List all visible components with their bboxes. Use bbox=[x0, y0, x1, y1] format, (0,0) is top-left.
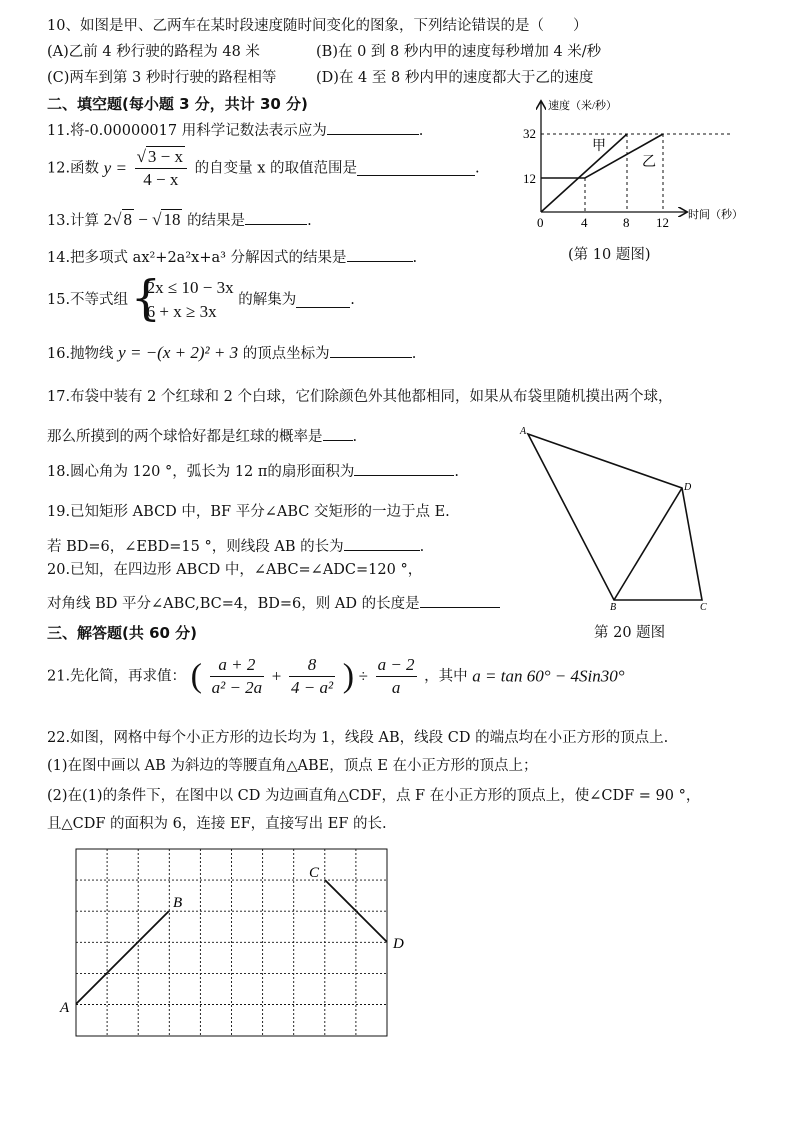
q13-answer-blank[interactable] bbox=[245, 210, 307, 225]
q22-line-3: (2)在(1)的条件下，在图中以 CD 为边画直角△CDF，点 F 在小正方形的顶点上，使∠CDF = 90 °， bbox=[47, 788, 701, 804]
fig20-outline bbox=[528, 434, 702, 600]
q13-suffix: 的结果是 bbox=[187, 213, 246, 229]
q14-end: . bbox=[412, 250, 418, 266]
q13 bbox=[47, 210, 312, 231]
q17-line-2 bbox=[47, 426, 357, 447]
q15-end: . bbox=[350, 292, 355, 308]
q18 bbox=[47, 461, 459, 482]
q20-line-1: 20.已知，在四边形 ABCD 中，∠ABC=∠ADC=120 °， bbox=[47, 562, 423, 578]
q10-option-a: (A)乙前 4 秒行驶的路程为 48 米 bbox=[47, 44, 260, 60]
fig20-label-b: B bbox=[610, 602, 617, 613]
q18-answer-blank[interactable] bbox=[354, 461, 454, 476]
q18-end: . bbox=[454, 464, 460, 480]
fig20-label-a: A bbox=[520, 426, 527, 437]
fig10-xtick-8: 8 bbox=[623, 215, 630, 230]
q11 bbox=[47, 120, 423, 141]
q21-plus: + bbox=[271, 666, 282, 686]
q22-grid-figure bbox=[56, 842, 416, 1048]
fig20-label-d: D bbox=[684, 482, 692, 493]
q22-segment-ab bbox=[76, 911, 169, 1004]
q12 bbox=[47, 146, 480, 191]
q12-answer-blank[interactable] bbox=[357, 161, 475, 176]
q21-condition: a = tan 60° − 4Sin30° bbox=[472, 666, 625, 686]
q18-text: 18.圆心角为 120 °，弧长为 12 π的扇形面积为 bbox=[47, 464, 355, 480]
q20-answer-blank[interactable] bbox=[420, 593, 500, 608]
q10-option-c: (C)两车到第 3 秒时行驶的路程相等 bbox=[47, 70, 277, 86]
q20-line-2 bbox=[47, 593, 500, 614]
fig10-y-label: 速度（米/秒） bbox=[548, 100, 618, 112]
q16-suffix: 的顶点坐标为 bbox=[242, 346, 330, 362]
q17-text: 那么所摸到的两个球恰好都是红球的概率是 bbox=[47, 429, 323, 445]
fig10-caption: (第 10 题图) bbox=[568, 247, 651, 263]
q22-line-4: 且△CDF 的面积为 6，连接 EF，直接写出 EF 的长. bbox=[47, 816, 387, 832]
q19-text: 若 BD=6，∠EBD=15 °，则线段 AB 的长为 bbox=[47, 539, 344, 555]
fig10-line-jia bbox=[541, 134, 627, 212]
fig10-speed-time-graph bbox=[520, 96, 770, 256]
q11-answer-blank[interactable] bbox=[327, 120, 419, 135]
q21-fraction-2: $\frac{8}{\text{4 − a²}}$ bbox=[291, 655, 334, 697]
q21-fraction-3: $\frac{a - 2}{a}$ bbox=[377, 655, 415, 697]
q19-end: . bbox=[419, 539, 425, 555]
q17-line-1: 17.布袋中装有 2 个红球和 2 个白球，它们除颜色外其他都相同，如果从布袋里随机摸出两个球， bbox=[47, 389, 673, 405]
q13-prefix: 13.计算 bbox=[47, 213, 100, 229]
q21-mid: ，其中 bbox=[424, 668, 468, 685]
q21-right-paren: ) bbox=[342, 657, 355, 695]
q16-prefix: 16.抛物线 bbox=[47, 346, 114, 362]
q22-label-c: C bbox=[309, 865, 320, 881]
q21-prefix: 21.先化简，再求值： bbox=[47, 668, 187, 685]
q22-label-a: A bbox=[60, 1000, 70, 1016]
q12-suffix: 的自变量 x 的取值范围是 bbox=[194, 160, 358, 177]
q17-end: . bbox=[352, 429, 358, 445]
q16 bbox=[47, 343, 416, 364]
q12-denominator: 4 − x bbox=[143, 170, 179, 189]
q17-answer-blank[interactable] bbox=[323, 426, 353, 441]
q14-answer-blank[interactable] bbox=[347, 247, 413, 262]
fig10-xtick-12: 12 bbox=[656, 215, 669, 230]
q20-text: 对角线 BD 平分∠ABC,BC=4，BD=6，则 AD 的长度是 bbox=[47, 596, 420, 612]
q12-y: y = bbox=[103, 158, 127, 178]
q10-option-d: (D)在 4 至 8 秒内甲的速度都大于乙的速度 bbox=[316, 70, 594, 86]
fig10-label-jia: 甲 bbox=[592, 139, 606, 154]
q22-grid-lines bbox=[76, 849, 387, 1036]
q15-answer-blank[interactable] bbox=[296, 293, 350, 308]
q19-answer-blank[interactable] bbox=[344, 536, 420, 551]
q12-numerator: √ 3 − x bbox=[135, 146, 187, 169]
q14 bbox=[47, 247, 417, 268]
q15 bbox=[47, 276, 355, 324]
q12-prefix: 12.函数 bbox=[47, 160, 100, 177]
q14-text: 14.把多项式 ax²+2a²x+a³ 分解因式的结果是 bbox=[47, 250, 347, 266]
q11-end: . bbox=[418, 123, 424, 139]
q13-end: . bbox=[307, 213, 312, 229]
q22-line-2: (1)在图中画以 AB 为斜边的等腰直角△ABE，顶点 E 在小正方形的顶点上； bbox=[47, 758, 538, 774]
q19-line-2 bbox=[47, 536, 424, 557]
fig10-xtick-0: 0 bbox=[537, 215, 544, 230]
q10-stem: 10、如图是甲、乙两车在某时段速度随时间变化的图象，下列结论错误的是（ ） bbox=[47, 18, 588, 34]
section-3-heading: 三、解答题(共 60 分) bbox=[47, 624, 198, 642]
fig10-ytick-32: 32 bbox=[523, 126, 536, 141]
q13-expression: 2√ 8 − √ 18 bbox=[103, 210, 181, 229]
q19-line-1: 19.已知矩形 ABCD 中，BF 平分∠ABC 交矩形的一边于点 E. bbox=[47, 504, 450, 520]
q22-line-1: 22.如图，网格中每个小正方形的边长均为 1，线段 AB，线段 CD 的端点均在小正方形的顶点上. bbox=[47, 730, 669, 746]
q12-end: . bbox=[475, 160, 480, 177]
q15-system bbox=[133, 276, 234, 324]
fig20-quadrilateral bbox=[514, 424, 714, 614]
q21-divide: ÷ bbox=[358, 666, 368, 686]
section-2-heading: 二、填空题(每小题 3 分，共计 30 分) bbox=[47, 95, 308, 113]
q22-label-b: B bbox=[173, 895, 183, 911]
q16-expression: y = −(x + 2)² + 3 bbox=[118, 343, 239, 362]
q15-prefix: 15.不等式组 bbox=[47, 292, 129, 308]
fig10-ytick-12: 12 bbox=[523, 171, 536, 186]
fig20-label-c: C bbox=[700, 602, 707, 613]
q22-label-d: D bbox=[393, 936, 404, 952]
fig10-x-label: 时间（秒） bbox=[688, 209, 743, 221]
q10-option-b: (B)在 0 到 8 秒内甲的速度每秒增加 4 米/秒 bbox=[316, 44, 602, 60]
q12-fraction bbox=[135, 146, 187, 191]
fig20-diagonal-bd bbox=[614, 488, 682, 600]
q16-answer-blank[interactable] bbox=[330, 343, 412, 358]
q21-fraction-1: $\frac{a + 2}{\text{a² − 2a}}$ bbox=[211, 655, 263, 697]
fig10-xtick-4: 4 bbox=[581, 215, 588, 230]
fig20-caption: 第 20 题图 bbox=[594, 625, 666, 641]
q11-text: 11.将-0.00000017 用科学记数法表示应为 bbox=[47, 123, 327, 139]
q16-end: . bbox=[411, 346, 417, 362]
q15-ineq-1: { 2x ≤ 10 − 3x bbox=[146, 278, 234, 297]
q15-suffix: 的解集为 bbox=[238, 292, 297, 308]
q15-ineq-2: 6 + x ≥ 3x bbox=[146, 302, 217, 321]
q21-left-paren: ( bbox=[190, 657, 202, 695]
fig10-label-yi: 乙 bbox=[642, 155, 656, 170]
q21 bbox=[47, 654, 625, 699]
